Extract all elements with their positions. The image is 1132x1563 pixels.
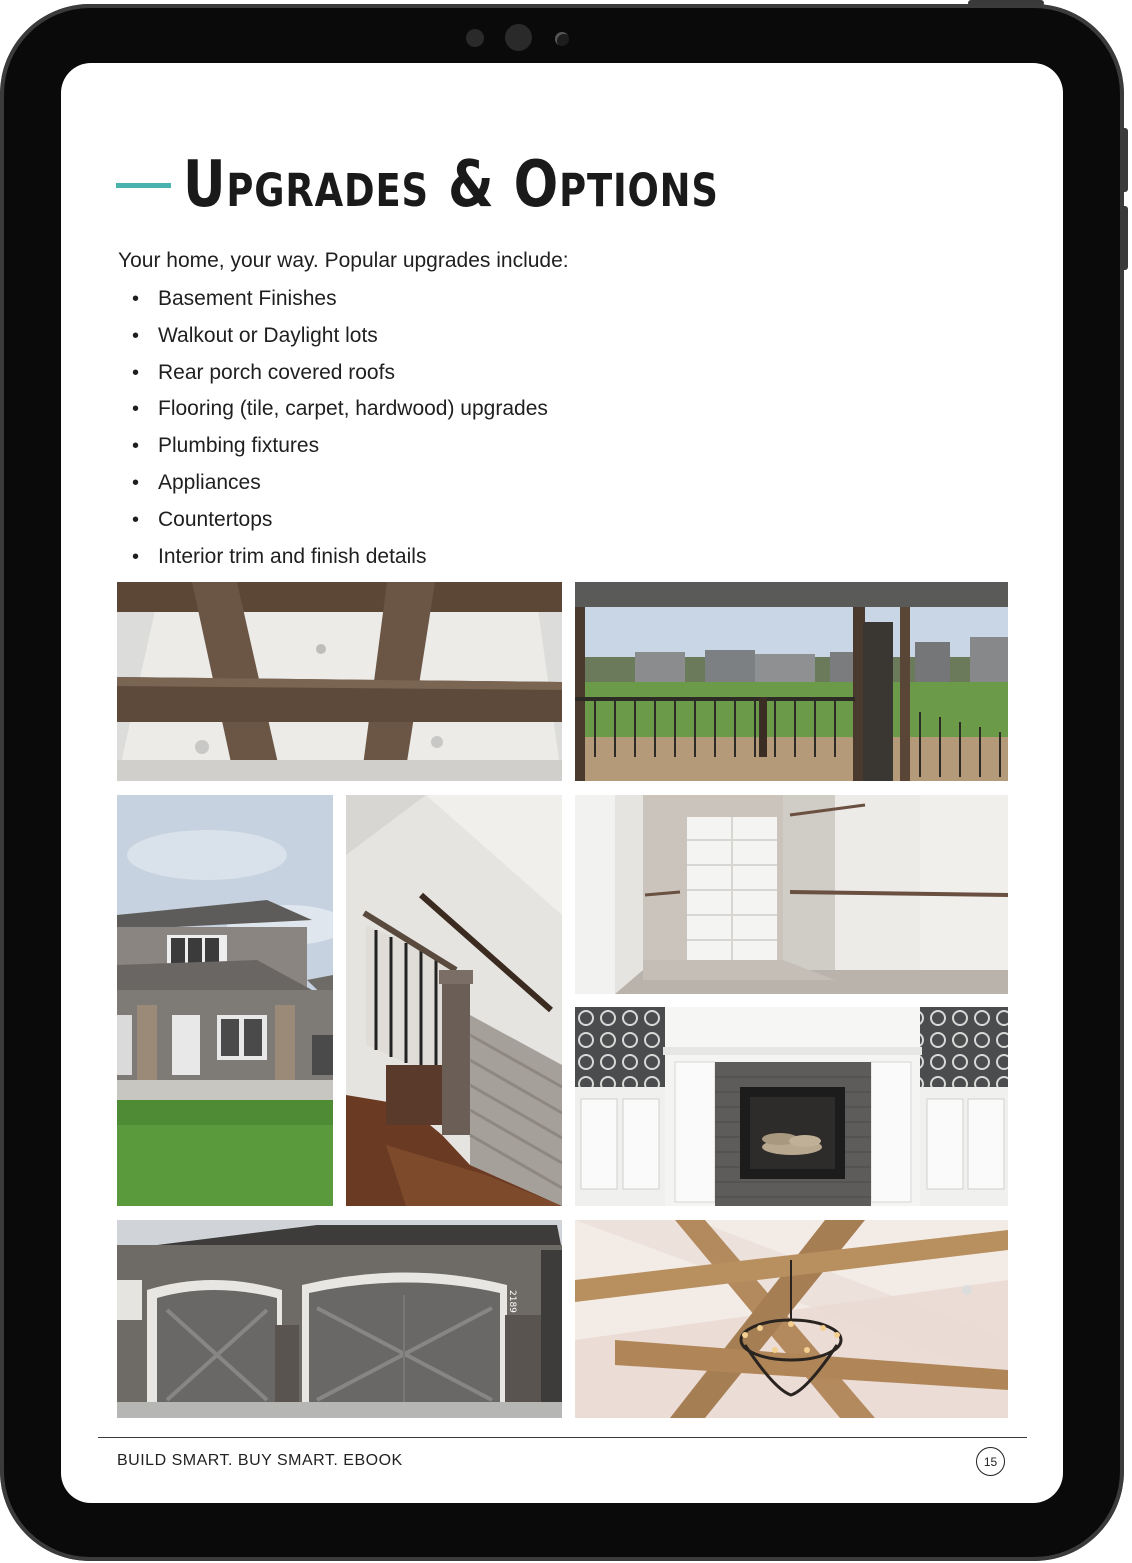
upgrade-list — [118, 281, 548, 575]
list-item: • Countertops — [118, 502, 548, 539]
accent-rule — [116, 183, 171, 188]
wood-beam-ceiling-photo — [117, 582, 562, 781]
page-number: 15 — [976, 1447, 1005, 1476]
volume-up-button — [968, 0, 1044, 6]
page-title: Upgrades & Options — [183, 148, 719, 222]
side-button-2 — [1121, 206, 1128, 270]
chandelier-ceiling-photo — [575, 1220, 1008, 1418]
footer-divider — [98, 1437, 1027, 1438]
list-item: • Walkout or Daylight lots — [118, 318, 548, 355]
list-item: • Plumbing fixtures — [118, 428, 548, 465]
ebook-page — [61, 63, 1063, 1503]
fireplace-photo — [575, 1007, 1008, 1206]
walk-in-closet-photo — [575, 795, 1008, 994]
side-button-1 — [1121, 128, 1128, 192]
light-sensor-icon — [555, 32, 569, 46]
house-exterior-photo — [117, 795, 333, 1206]
camera-icon — [505, 24, 532, 51]
list-item: • Basement Finishes — [118, 281, 548, 318]
page-heading — [116, 145, 836, 225]
garage-doors-photo — [117, 1220, 562, 1418]
list-item: • Flooring (tile, carpet, hardwood) upgrades — [118, 391, 548, 428]
staircase-photo — [346, 795, 562, 1206]
sensor-dot-icon — [466, 29, 484, 47]
list-item: • Appliances — [118, 465, 548, 502]
footer-title: BUILD SMART. BUY SMART. EBOOK — [117, 1452, 403, 1469]
list-item: • Rear porch covered roofs — [118, 355, 548, 392]
address-number: 2189 — [507, 1290, 517, 1313]
intro-text: Your home, your way. Popular upgrades include: — [118, 249, 569, 272]
list-item: • Interior trim and finish details — [118, 539, 548, 576]
screened-porch-photo — [575, 582, 1008, 781]
